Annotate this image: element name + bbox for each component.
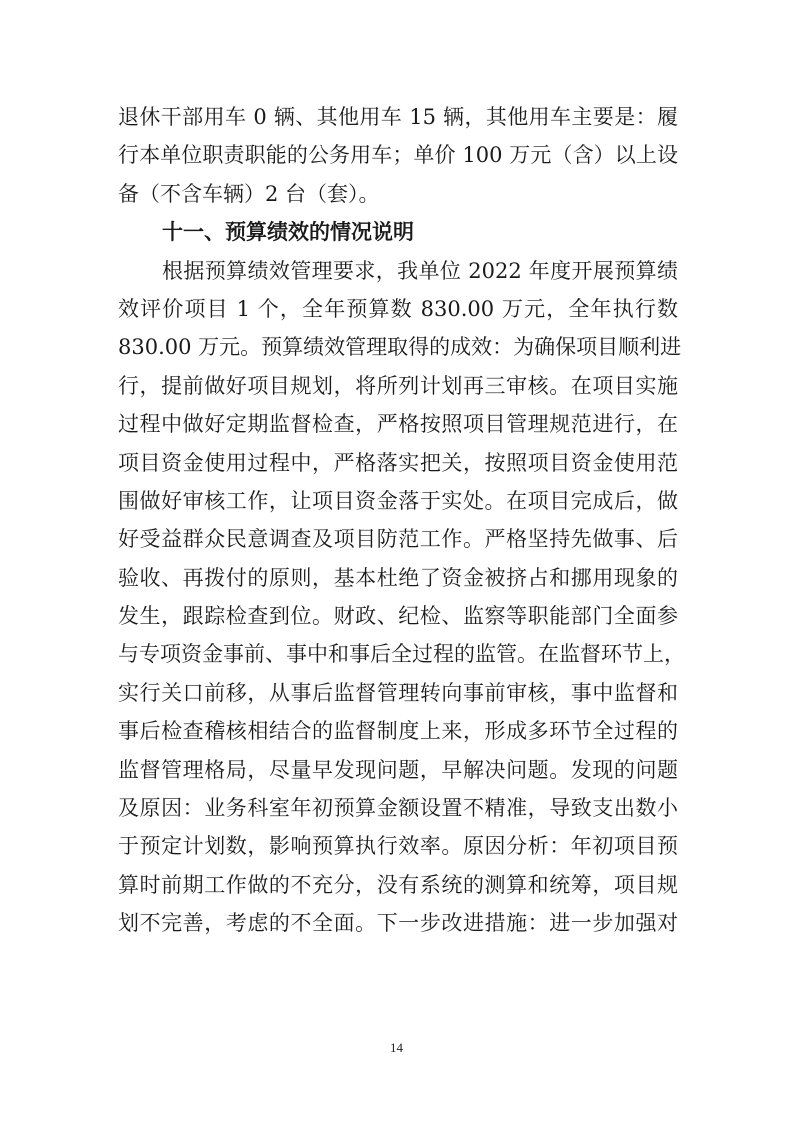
- paragraph-line: 监督管理格局，尽量早发现问题，早解决问题。发现的问题: [118, 757, 678, 782]
- paragraph-line: 于预定计划数，影响预算执行效率。原因分析：年初项目预: [118, 834, 678, 859]
- paragraph-line: 好受益群众民意调查及项目防范工作。严格坚持先做事、后: [118, 527, 678, 552]
- paragraph-line: 事后检查稽核相结合的监督制度上来，形成多环节全过程的: [118, 719, 678, 744]
- paragraph-line: 围做好审核工作，让项目资金落于实处。在项目完成后，做: [118, 488, 678, 513]
- paragraph-line: 行，提前做好项目规划，将所列计划再三审核。在项目实施: [118, 373, 678, 398]
- section-heading: 十一、预算绩效的情况说明: [162, 220, 414, 245]
- page-number: 14: [390, 1040, 403, 1055]
- paragraph-line: 与专项资金事前、事中和事后全过程的监管。在监督环节上，: [118, 642, 685, 667]
- paragraph-line: 发生，跟踪检查到位。财政、纪检、监察等职能部门全面参: [118, 604, 678, 629]
- paragraph-line: 及原因：业务科室年初预算金额设置不精准，导致支出数小: [118, 796, 678, 821]
- paragraph-line: 实行关口前移，从事后监督管理转向事前审核，事中监督和: [118, 680, 678, 705]
- paragraph-line: 过程中做好定期监督检查，严格按照项目管理规范进行，在: [118, 412, 678, 437]
- paragraph-line: 退休干部用车 0 辆、其他用车 15 辆，其他用车主要是：履: [118, 105, 678, 129]
- paragraph-line: 效评价项目 1 个，全年预算数 830.00 万元，全年执行数: [118, 296, 678, 321]
- paragraph-line: 备（不含车辆）2 台（套）。: [118, 181, 380, 206]
- paragraph-line: 根据预算绩效管理要求，我单位 2022 年度开展预算绩: [162, 258, 678, 283]
- document-body: [118, 98, 685, 943]
- paragraph-line: 算时前期工作做的不充分，没有系统的测算和统筹，项目规: [118, 872, 678, 897]
- paragraph-line: 验收、再拨付的原则，基本杜绝了资金被挤占和挪用现象的: [118, 565, 678, 590]
- paragraph-line: 项目资金使用过程中，严格落实把关，按照项目资金使用范: [118, 450, 678, 475]
- paragraph-line: 划不完善，考虑的不全面。下一步改进措施：进一步加强对: [118, 911, 678, 936]
- paragraph-line: 830.00 万元。预算绩效管理取得的成效：为确保项目顺利进: [118, 335, 682, 360]
- paragraph-line: 行本单位职责职能的公务用车；单价 100 万元（含）以上设: [118, 143, 678, 168]
